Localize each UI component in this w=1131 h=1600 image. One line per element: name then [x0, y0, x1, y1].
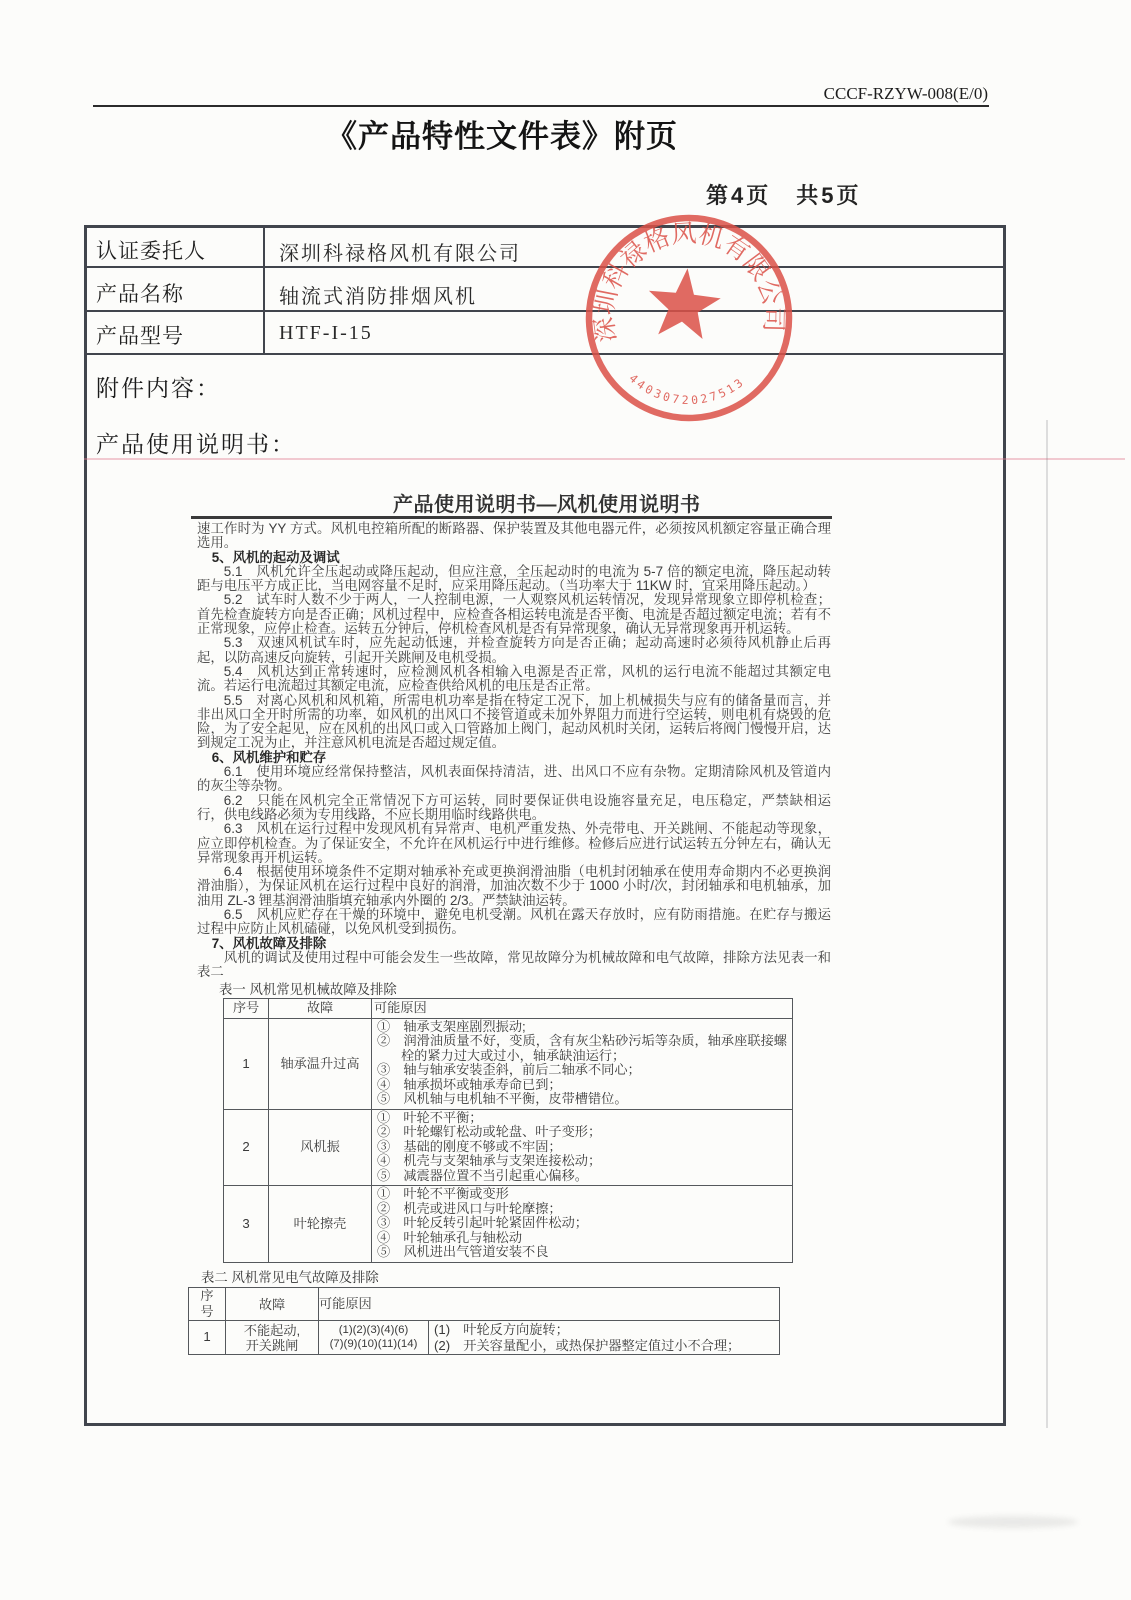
cause-line: ① 叶轮不平衡或变形	[377, 1186, 509, 1202]
manual-paragraph: 5.2 试车时人数不少于两人，一人控制电源，一人观察风机运转情况，发现异常现象立即停机检查；首先检查旋转方向是否正确；风机过程中，应检查各相运转电流是否平衡、电流是否超过额定电流；若有不正常现象，应停止检查。运转五分钟后，停机检查风机是否有异常现象，确认无异常现象再开机运转。	[197, 592, 831, 637]
cause-line: ⑤ 风机进出气管道安装不良	[377, 1244, 549, 1260]
header-rule	[93, 105, 989, 107]
table2-row	[189, 1321, 780, 1355]
table1-cell-fault: 风机振	[269, 1109, 372, 1186]
doc-code: CCCF-RZYW-008(E/0)	[823, 84, 988, 103]
scan-smudge	[948, 1516, 1078, 1528]
info-value-product-name: 轴流式消防排烟风机	[279, 286, 477, 308]
code-line: (7)(9)(10)(11)(14)	[329, 1337, 418, 1350]
row-divider	[87, 353, 1003, 355]
table2-cell-causes	[429, 1321, 780, 1355]
manual-paragraph: 6.4 根据使用环境条件不定期对轴承补充或更换润滑油脂（电机封闭轴承在使用寿命期内不必更换润滑油脂），为保证风机在运行过程中良好的润滑，加油次数不少于 1000 小时/次，封闭轴承和电机轴承，加油用 ZL-3 锂基润滑油脂填充轴承内外圈的 2/3。严禁缺油运转。	[197, 864, 831, 908]
manual-paragraphs	[197, 522, 831, 980]
manual-paragraph: 6.5 风机应贮存在干燥的环境中，避免电机受潮。风机在露天存放时，应有防雨措施。在贮存与搬运过程中应防止风机磕碰，以免风机受到损伤。	[197, 907, 831, 937]
manual-section-heading: 6、风机维护和贮存	[211, 749, 327, 765]
cause-line: ① 叶轮不平衡；	[377, 1109, 483, 1125]
manual-paragraph: 5.1 风机允许全压起动或降压起动，但应注意，全压起动时的电流为 5-7 倍的额定电流，降压起动转距与电压平方成正比，当电网容量不足时，应采用降压起动。（当功率大于 11KW 时，宜采用降压起动。）	[197, 563, 831, 594]
cause-line: ④ 轴承损坏或轴承寿命已到；	[377, 1076, 562, 1092]
cause-line: ② 叶轮螺钉松动或轮盘、叶子变形；	[377, 1124, 602, 1140]
electrical-fault-table	[188, 1287, 780, 1355]
cause-line: ② 润滑油质量不好，变质，含有灰尘粘砂污垢等杂质，轴承座联接螺栓的紧力过大或过小，轴承缺油运行；	[377, 1033, 787, 1063]
table2-cell-codes	[319, 1321, 429, 1355]
table2-cell-fault	[226, 1321, 319, 1355]
fault-line: 不能起动,	[243, 1322, 301, 1338]
manual-paragraph: 5.4 风机达到正常转速时，应检测风机各相输入电源是否正常，风机的运行电流不能超过其额定电流。若运行电流超过其额定电流，应检查供给风机的电压是否正常。	[197, 663, 831, 694]
stamp-company-text: 深圳科禄格风机有限公司	[590, 219, 788, 344]
manual-paragraph: 6.1 使用环境应经常保持整洁，风机表面保持清洁，进、出风口不应有杂物。定期清除风机及管道内的灰尘等杂物。	[197, 764, 831, 794]
info-label-product-name: 产品名称	[96, 283, 184, 306]
company-stamp	[579, 208, 799, 428]
table1-row	[224, 1018, 793, 1109]
table2-caption: 表二 风机常见电气故障及排除	[201, 1269, 379, 1285]
column-divider	[263, 228, 265, 355]
cause-line: ② 机壳或进风口与叶轮摩擦；	[377, 1200, 562, 1216]
table1-header-fault: 故障	[269, 998, 372, 1018]
cause-line: ③ 基础的刚度不够或不牢固；	[377, 1138, 562, 1154]
manual-paragraph: 5.5 对离心风机和风机箱，所需电机功率是指在特定工况下，加上机械损失与应有的储备量而言，并非出风口全开时所需的功率，如风机的出风口不接管道或未加外界阻力而进行空运转，则电机有烧毁的危险，为了安全起见，应在风机的出风口或入口管路加上阀门，起动风机时关闭，运转后将阀门慢慢开启，达到规定工况为止，并注意风机电流是否超过规定值。	[197, 692, 831, 751]
row-divider	[87, 266, 1003, 268]
manual-title: 产品使用说明书—风机使用说明书	[393, 494, 701, 516]
table2-cell-no: 1	[189, 1321, 226, 1355]
product-manual-label: 产品使用说明书：	[96, 431, 296, 457]
table1-header-row	[224, 998, 793, 1018]
fault-line: 开关跳闸	[245, 1337, 299, 1353]
table1-caption: 表一 风机常见机械故障及排除	[219, 981, 397, 997]
table1-row	[224, 1109, 793, 1186]
manual-title-rule	[191, 516, 832, 519]
code-line: (1)(2)(3)(4)(6)	[338, 1324, 409, 1337]
row-divider	[87, 310, 1003, 312]
cause-line: (2) 开关容量配小，或热保护器整定值过小不合理；	[434, 1337, 741, 1353]
table1-row	[224, 1186, 793, 1263]
table2-header-cause: 可能原因	[319, 1288, 780, 1321]
table1-cell-causes	[372, 1186, 793, 1263]
cause-line: ③ 轴与轴承安装歪斜，前后二轴承不同心；	[377, 1062, 641, 1078]
manual-paragraph: 6.3 风机在运行过程中发现风机有异常声、电机严重发热、外壳带电、开关跳闸、不能起动等现象，应立即停机检查。为了保证安全，不允许在风机运行中进行维修。检修后应进行试运转五分钟左右，确认无异常现象再开机运转。	[197, 821, 831, 865]
cause-line: ① 轴承支架座剧烈振动;	[377, 1018, 526, 1034]
table2-header-row	[189, 1288, 780, 1321]
manual-paragraph: 速工作时为 YY 方式。风机电控箱所配的断路器、保护装置及其他电器元件，必须按风机额定容量正确合理选用。	[197, 521, 831, 551]
table1-cell-no: 1	[224, 1018, 269, 1109]
table1-header-cause: 可能原因	[372, 998, 793, 1018]
manual-section-heading: 5、风机的起动及调试	[211, 549, 340, 565]
info-value-model: HTF-I-15	[279, 322, 373, 344]
table1-cell-causes	[372, 1018, 793, 1109]
manual-paragraph: 5.3 双速风机试车时，应先起动低速，并检查旋转方向是否正确；起动高速时必须待风机静止后再起，以防高速反向旋转，引起开关跳闸及电机受损。	[197, 635, 831, 665]
cause-line: ③ 叶轮反转引起叶轮紧固件松动；	[377, 1215, 588, 1231]
cause-line: ⑤ 减震器位置不当引起重心偏移。	[377, 1167, 588, 1183]
manual-paragraph: 风机的调试及使用过程中可能会发生一些故障，常见故障分为机械故障和电气故障，排除方法见表一和表二	[197, 949, 831, 980]
info-value-applicant: 深圳科禄格风机有限公司	[279, 243, 521, 265]
page-number: 第4页 共5页	[706, 183, 862, 208]
manual-body	[197, 522, 831, 1355]
table1-cell-fault: 叶轮擦壳	[269, 1186, 372, 1263]
info-label-applicant: 认证委托人	[96, 240, 206, 263]
page-title: 《产品特性文件表》附页	[326, 119, 678, 154]
table2-header-fault: 故障	[226, 1288, 319, 1321]
stamp-star-icon	[644, 265, 723, 341]
cause-line: ④ 叶轮轴承孔与轴松动	[377, 1229, 523, 1245]
cause-line: ⑤ 风机轴与电机轴不平衡，皮带槽错位。	[377, 1091, 628, 1107]
cause-line: (1) 叶轮反方向旋转；	[434, 1322, 569, 1338]
table1-cell-fault: 轴承温升过高	[269, 1018, 372, 1109]
stamp-serial-text: 4403072027513	[626, 371, 748, 408]
manual-section-heading: 7、风机故障及排除	[211, 935, 327, 951]
scan-fold-line	[1046, 420, 1048, 1428]
scan-artifact-line	[84, 458, 1125, 460]
table1-cell-causes	[372, 1109, 793, 1186]
info-label-model: 产品型号	[96, 325, 184, 348]
table1-cell-no: 3	[224, 1186, 269, 1263]
manual-paragraph: 6.2 只能在风机完全正常情况下方可运转，同时要保证供电设施容量充足，电压稳定，严禁缺相运行，供电线路必须为专用线路，不应长期用临时线路供电。	[197, 792, 831, 822]
mechanical-fault-table	[223, 998, 793, 1263]
table1-cell-no: 2	[224, 1109, 269, 1186]
cause-line: ④ 机壳与支架轴承与支架连接松动；	[377, 1153, 602, 1169]
table2-header-no: 序号	[189, 1288, 226, 1321]
table1-header-no: 序号	[224, 998, 269, 1018]
attachment-content-label: 附件内容：	[96, 375, 221, 401]
